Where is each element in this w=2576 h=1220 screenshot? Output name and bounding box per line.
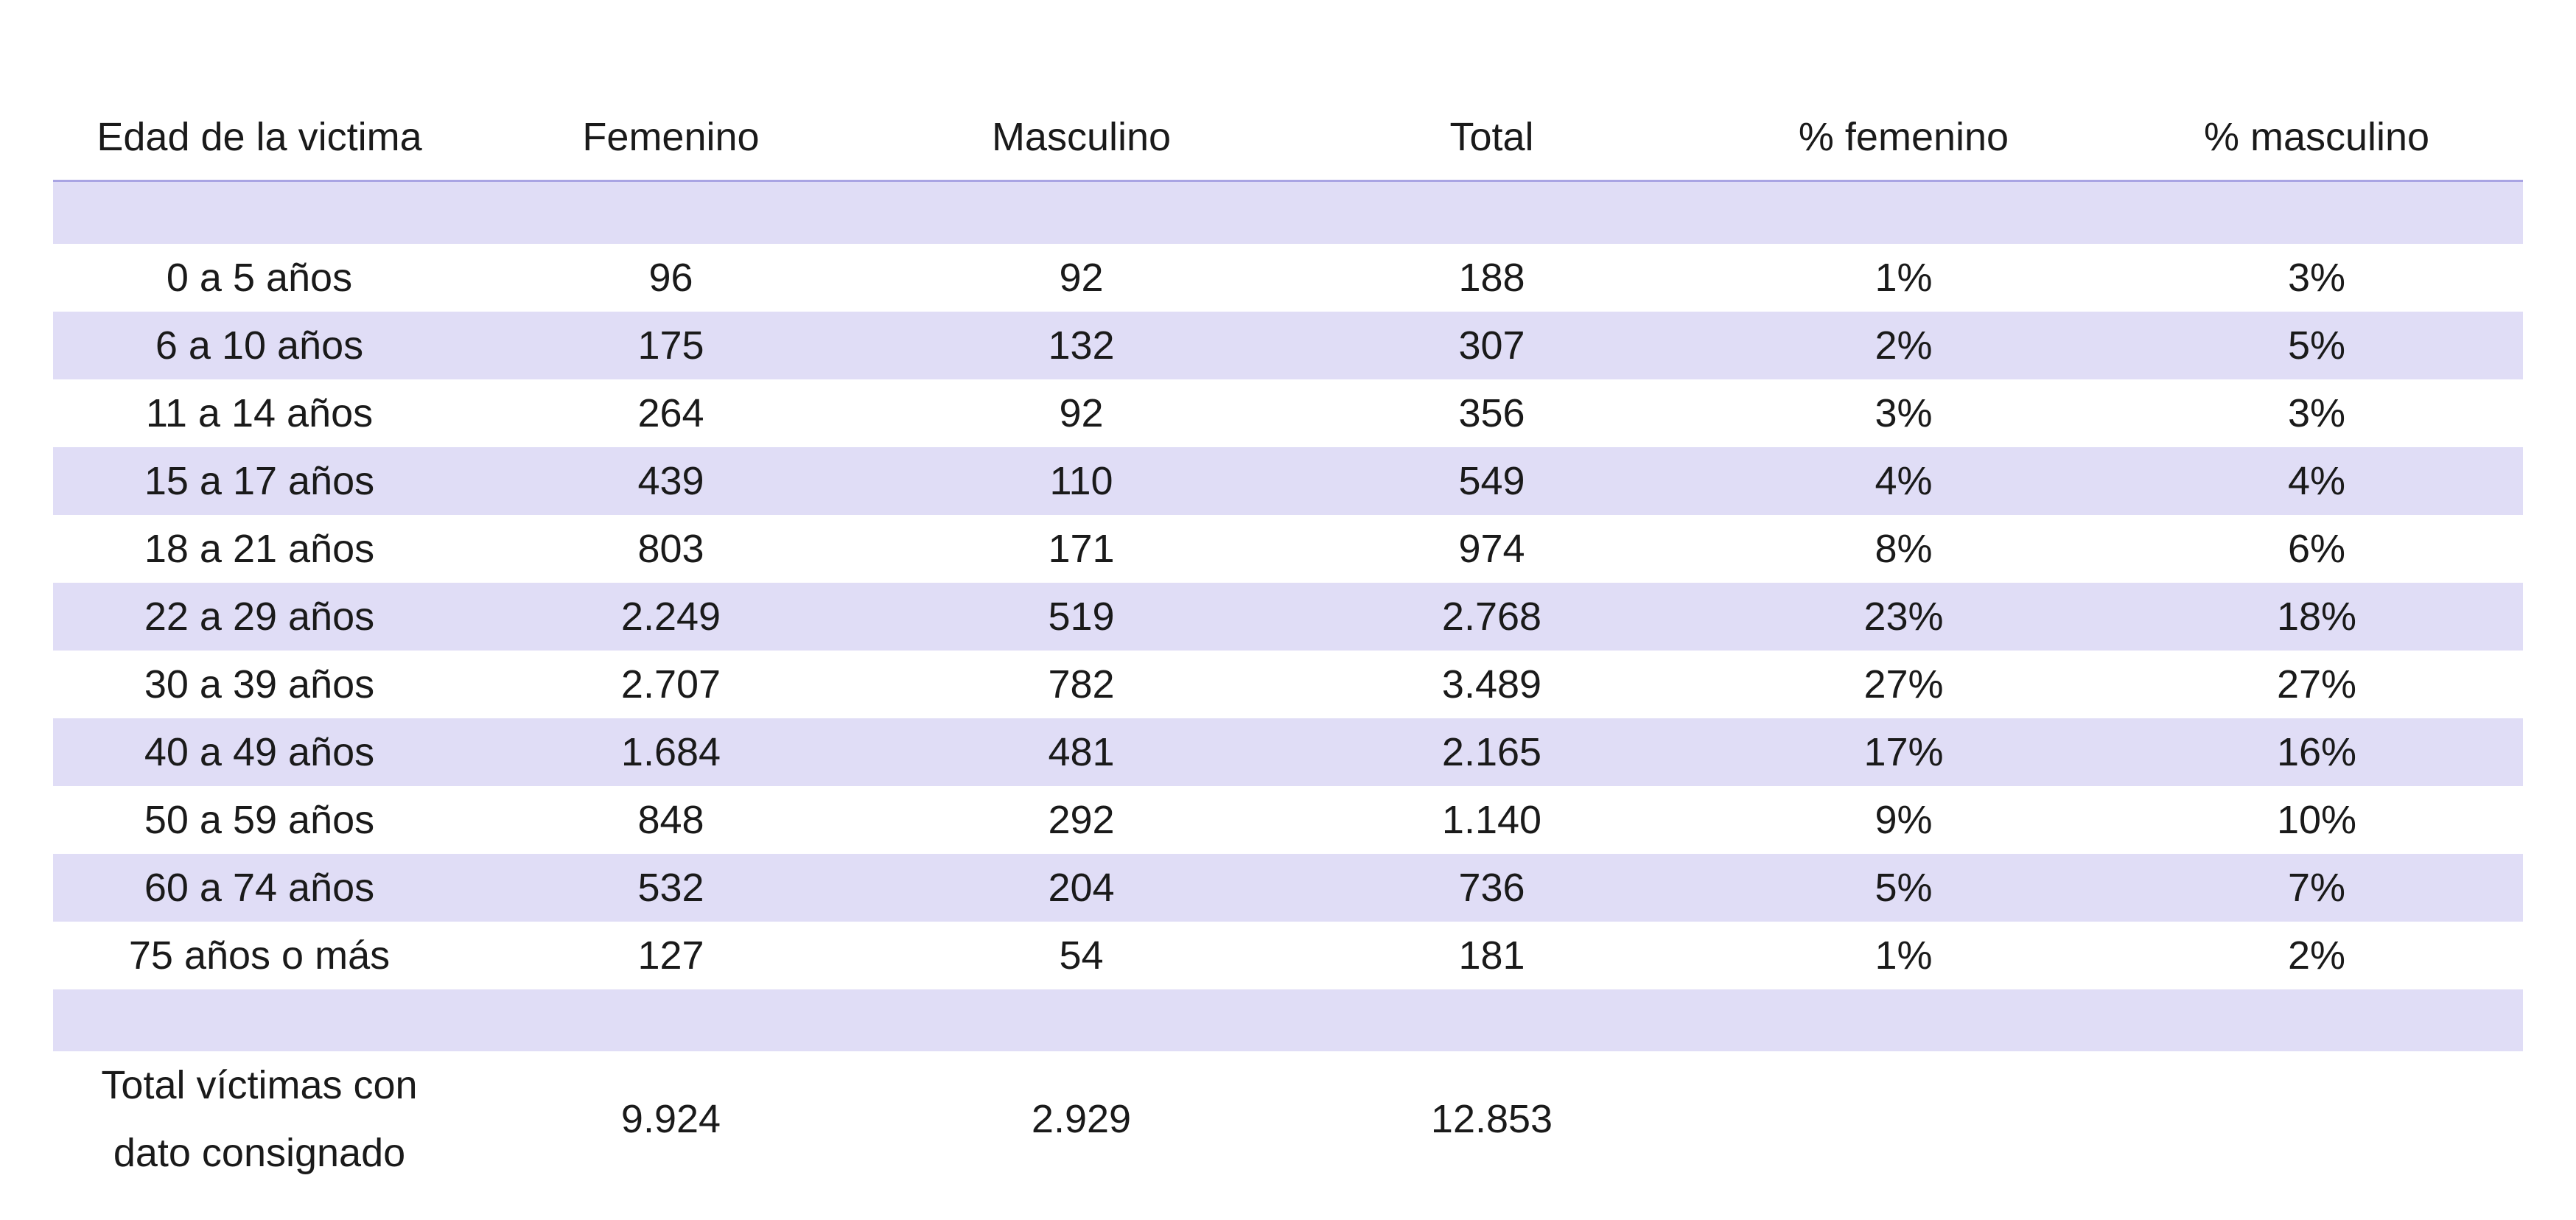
cell-femenino: 439	[466, 447, 876, 515]
cell-pct-masculino: 5%	[2110, 312, 2523, 379]
cell-femenino: 96	[648, 256, 693, 300]
cell-pct-masculino: 7%	[2110, 854, 2523, 922]
table-row	[53, 583, 2523, 651]
cell-pct-femenino: 8%	[1875, 527, 1933, 571]
table-row	[53, 718, 2523, 786]
cell-masculino: 204	[876, 854, 1287, 922]
cell-edad: 50 a 59 años	[144, 798, 375, 842]
cell-pct-masculino: 4%	[2110, 447, 2523, 515]
cell-masculino: 110	[876, 447, 1287, 515]
table-row	[53, 922, 2523, 989]
total-total: 12.853	[1430, 1097, 1553, 1141]
table-row	[53, 515, 2523, 583]
total-femenino: 9.924	[620, 1097, 721, 1141]
table-row	[53, 447, 2523, 515]
total-masculino: 2.929	[1031, 1097, 1132, 1141]
cell-total: 3.489	[1441, 662, 1542, 707]
cell-pct-masculino: 16%	[2110, 718, 2523, 786]
cell-pct-femenino: 3%	[1875, 391, 1933, 435]
cell-femenino: 848	[637, 798, 704, 842]
total-label-line2: dato consignado	[113, 1131, 406, 1175]
spacer-row-bottom	[53, 989, 2523, 1051]
header-pct-masculino: % masculino	[2110, 94, 2523, 181]
total-label-line1: Total víctimas con	[101, 1063, 418, 1107]
header-masculino: Masculino	[876, 94, 1287, 181]
cell-edad: 0 a 5 años	[166, 256, 353, 300]
cell-pct-masculino: 3%	[2287, 391, 2346, 435]
table-body	[53, 181, 2523, 990]
cell-edad: 11 a 14 años	[145, 391, 374, 435]
victims-by-age-table-container	[53, 94, 2523, 1187]
total-pct-masculino-empty	[2110, 1051, 2523, 1187]
cell-pct-femenino: 2%	[1697, 312, 2110, 379]
cell-pct-femenino: 23%	[1697, 583, 2110, 651]
cell-total: 307	[1287, 312, 1697, 379]
cell-total: 974	[1458, 527, 1525, 571]
cell-masculino: 292	[1048, 798, 1115, 842]
spacer-cell	[53, 989, 2523, 1051]
header-pct-femenino: % femenino	[1697, 94, 2110, 181]
spacer-cell	[53, 181, 2523, 245]
cell-femenino: 803	[637, 527, 704, 571]
cell-total: 2.165	[1287, 718, 1697, 786]
table-row	[53, 379, 2523, 447]
total-row	[53, 1051, 2523, 1187]
cell-pct-femenino: 27%	[1863, 662, 1944, 707]
cell-masculino: 519	[876, 583, 1287, 651]
cell-edad: 40 a 49 años	[53, 718, 466, 786]
cell-pct-masculino: 2%	[2287, 933, 2346, 978]
cell-masculino: 481	[876, 718, 1287, 786]
total-label	[53, 1051, 466, 1187]
cell-total: 188	[1458, 256, 1525, 300]
cell-edad: 30 a 39 años	[144, 662, 375, 707]
cell-pct-masculino: 10%	[2276, 798, 2357, 842]
cell-total: 181	[1458, 933, 1525, 978]
cell-femenino: 2.249	[466, 583, 876, 651]
cell-pct-femenino: 4%	[1697, 447, 2110, 515]
cell-total: 549	[1287, 447, 1697, 515]
cell-pct-masculino: 6%	[2287, 527, 2346, 571]
cell-pct-femenino: 9%	[1875, 798, 1933, 842]
table-row	[53, 854, 2523, 922]
cell-femenino: 532	[466, 854, 876, 922]
cell-pct-masculino: 18%	[2110, 583, 2523, 651]
cell-edad: 22 a 29 años	[53, 583, 466, 651]
table-header	[53, 94, 2523, 181]
cell-pct-femenino: 1%	[1875, 256, 1933, 300]
cell-total: 356	[1458, 391, 1525, 435]
table-row	[53, 651, 2523, 718]
cell-pct-femenino: 1%	[1875, 933, 1933, 978]
cell-masculino: 171	[1048, 527, 1115, 571]
header-total: Total	[1287, 94, 1697, 181]
table-row	[53, 786, 2523, 854]
table-row	[53, 312, 2523, 379]
total-pct-femenino-empty	[1697, 1051, 2110, 1187]
cell-edad: 15 a 17 años	[53, 447, 466, 515]
header-row	[53, 94, 2523, 181]
table-footer	[53, 989, 2523, 1187]
header-femenino: Femenino	[466, 94, 876, 181]
cell-masculino: 92	[1059, 256, 1104, 300]
cell-pct-femenino: 5%	[1697, 854, 2110, 922]
table-row	[53, 244, 2523, 312]
cell-femenino: 127	[637, 933, 704, 978]
cell-femenino: 264	[637, 391, 704, 435]
cell-edad: 18 a 21 años	[144, 527, 375, 571]
cell-pct-masculino: 3%	[2287, 256, 2346, 300]
cell-total: 1.140	[1441, 798, 1542, 842]
spacer-row-top	[53, 181, 2523, 245]
cell-pct-femenino: 17%	[1697, 718, 2110, 786]
cell-masculino: 782	[1048, 662, 1115, 707]
cell-femenino: 1.684	[466, 718, 876, 786]
cell-pct-masculino: 27%	[2276, 662, 2357, 707]
victims-by-age-table	[53, 94, 2523, 1187]
cell-edad: 6 a 10 años	[53, 312, 466, 379]
cell-masculino: 132	[876, 312, 1287, 379]
cell-edad: 75 años o más	[128, 933, 391, 978]
cell-femenino: 175	[466, 312, 876, 379]
cell-masculino: 92	[1059, 391, 1104, 435]
cell-masculino: 54	[1059, 933, 1104, 978]
cell-total: 736	[1287, 854, 1697, 922]
header-edad: Edad de la victima	[53, 94, 466, 181]
cell-femenino: 2.707	[620, 662, 721, 707]
cell-edad: 60 a 74 años	[53, 854, 466, 922]
cell-total: 2.768	[1287, 583, 1697, 651]
